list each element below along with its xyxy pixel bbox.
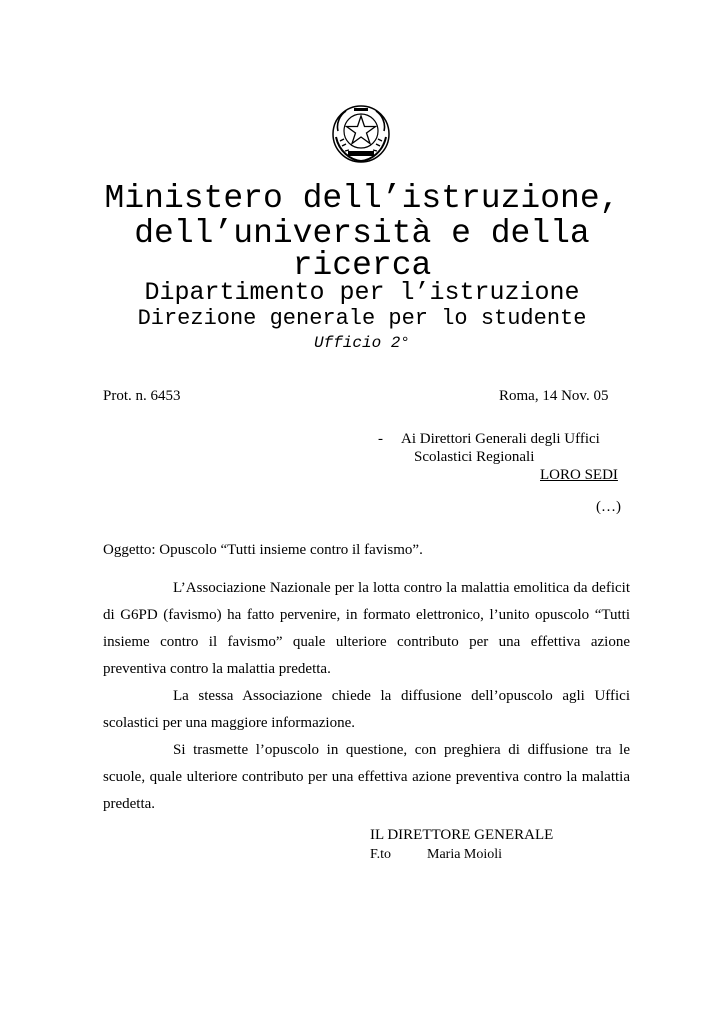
signature-title: IL DIRETTORE GENERALE <box>370 827 554 843</box>
repubblica-italiana-emblem-icon <box>330 103 392 165</box>
body-paragraph-2: La stessa Associazione chiede la diffusione dell’opuscolo agli Uffici scolastici per una maggiore informazione. <box>103 688 630 731</box>
department-name: Dipartimento per l’istruzione <box>144 278 580 307</box>
ministry-title-line-2: dell’università e della <box>134 215 590 252</box>
recipient-dash: - <box>378 431 383 447</box>
recipient-line-2: Scolastici Regionali <box>414 449 535 465</box>
signature-fto: F.to <box>370 847 392 862</box>
omission-ellipsis: (…) <box>596 499 621 515</box>
subject-line: Oggetto: Opuscolo “Tutti insieme contro il favismo”. <box>103 542 423 558</box>
ministry-title-line-1: Ministero dell’istruzione, <box>104 180 620 217</box>
ministry-title-line-3: ricerca <box>292 247 432 284</box>
protocol-number: Prot. n. 6453 <box>103 388 181 404</box>
loro-sedi: LORO SEDI <box>540 467 618 483</box>
letter-body <box>103 575 630 818</box>
office-name: Ufficio 2° <box>313 334 410 352</box>
recipient-line-1: Ai Direttori Generali degli Uffici <box>401 431 600 447</box>
directorate-name: Direzione generale per lo studente <box>137 306 587 331</box>
place-date: Roma, 14 Nov. 05 <box>499 388 609 404</box>
body-paragraph-3: Si trasmette l’opuscolo in questione, con preghiera di diffusione tra le scuole, quale ulteriore contributo per una effettiva azione preventiva contro la malattia predetta. <box>103 742 630 812</box>
signature-name: Maria Moioli <box>427 847 503 862</box>
body-paragraph-1: L’Associazione Nazionale per la lotta contro la malattia emolitica da deficit di G6PD (favismo) ha fatto pervenire, in formato elettronico, l’unito opuscolo “Tutti insieme contro il favismo” quale ulteriore contributo per una effettiva azione preventiva contro la malattia predetta. <box>103 580 630 677</box>
